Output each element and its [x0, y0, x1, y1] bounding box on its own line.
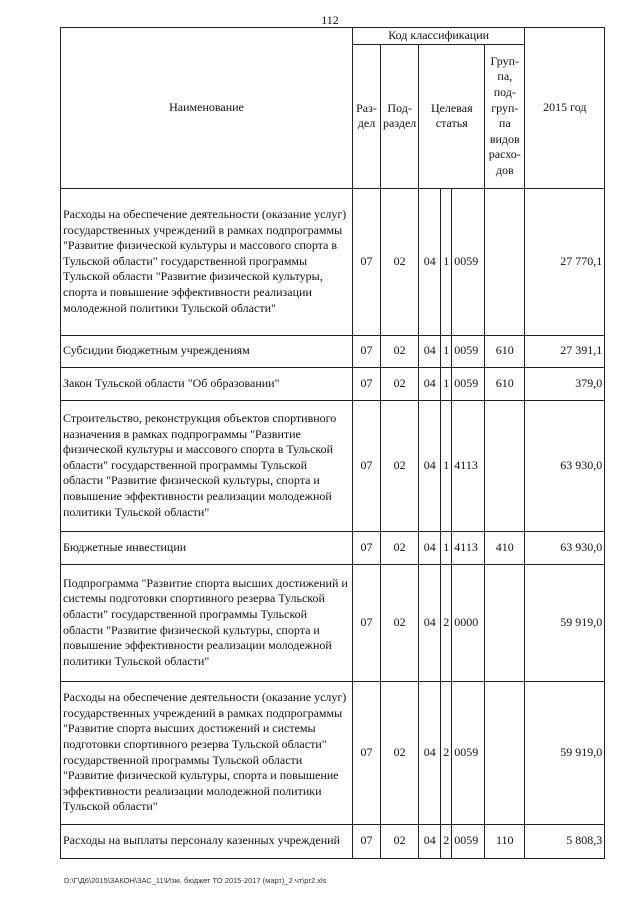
row-podrazdel: 02	[381, 335, 419, 367]
row-group: 110	[485, 824, 525, 858]
row-target-2: 1	[441, 335, 452, 367]
row-podrazdel: 02	[381, 531, 419, 564]
row-target-1: 04	[419, 531, 441, 564]
row-target-2: 2	[441, 681, 452, 824]
row-target-2: 2	[441, 564, 452, 681]
row-target-3: 0059	[452, 824, 485, 858]
header-podrazdel: Под- раздел	[381, 44, 419, 188]
row-razdel: 07	[353, 367, 381, 400]
row-group	[485, 400, 525, 531]
table-row	[61, 400, 605, 531]
row-amount: 27 391,1	[525, 335, 605, 367]
row-group: 610	[485, 367, 525, 400]
row-group: 410	[485, 531, 525, 564]
row-razdel: 07	[353, 531, 381, 564]
row-target-3: 4113	[452, 531, 485, 564]
row-group: 610	[485, 335, 525, 367]
row-amount: 5 808,3	[525, 824, 605, 858]
row-name: Расходы на обеспечение деятельности (оказание услуг) государственных учреждений в рамках подпрограммы "Развитие физической культуры и массового спорта в Тульской области" государственной программы Тульской области "Развитие физической культуры, спорта и повышение эффективности реализации молодежной политики Тульской области"	[61, 188, 353, 335]
header-code-group: Код классификации	[353, 28, 525, 45]
page-number: 112	[321, 13, 339, 27]
row-name: Закон Тульской области "Об образовании"	[61, 367, 353, 400]
row-razdel: 07	[353, 335, 381, 367]
row-amount: 379,0	[525, 367, 605, 400]
row-target-1: 04	[419, 188, 441, 335]
row-target-3: 0000	[452, 564, 485, 681]
row-amount: 63 930,0	[525, 400, 605, 531]
row-podrazdel: 02	[381, 564, 419, 681]
row-razdel: 07	[353, 188, 381, 335]
row-razdel: 07	[353, 681, 381, 824]
row-target-1: 04	[419, 681, 441, 824]
budget-table	[60, 27, 605, 859]
row-podrazdel: 02	[381, 824, 419, 858]
footer-file-path: D:\Г\Д6\2015\ЗАКОН\ЗАС_11\Изм. бюджет ТО 2015-2017 (март)_2 чт\pr2.xls	[64, 876, 327, 885]
row-razdel: 07	[353, 824, 381, 858]
row-target-1: 04	[419, 367, 441, 400]
header-name: Наименование	[61, 28, 353, 189]
row-name: Бюджетные инвестиции	[61, 531, 353, 564]
row-name: Расходы на обеспечение деятельности (оказание услуг) государственных учреждений в рамках подпрограммы "Развитие спорта высших достижений и системы подготовки спортивного резерва Тульской области" государственной программы Тульской области "Развитие физической культуры, спорта и повышение эффективности реализации молодежной политики Тульской области"	[61, 681, 353, 824]
row-target-2: 2	[441, 824, 452, 858]
row-podrazdel: 02	[381, 681, 419, 824]
table-row	[61, 335, 605, 367]
table-row	[61, 564, 605, 681]
row-name: Строительство, реконструкция объектов спортивного назначения в рамках подпрограммы "Развитие физической культуры и массового спорта в Тульской области" государственной программы Тульской области "Развитие физической культуры, спорта и повышение эффективности реализации молодежной политики Тульской области"	[61, 400, 353, 531]
row-target-2: 1	[441, 400, 452, 531]
row-razdel: 07	[353, 400, 381, 531]
row-amount: 27 770,1	[525, 188, 605, 335]
header-group: Груп- па, под- груп- па видов расхо- дов	[485, 44, 525, 188]
header-year: 2015 год	[525, 28, 605, 189]
row-target-1: 04	[419, 400, 441, 531]
table-row	[61, 367, 605, 400]
row-target-3: 0059	[452, 367, 485, 400]
row-razdel: 07	[353, 564, 381, 681]
table-row	[61, 531, 605, 564]
row-name: Субсидии бюджетным учреждениям	[61, 335, 353, 367]
row-podrazdel: 02	[381, 367, 419, 400]
table-row	[61, 681, 605, 824]
row-target-3: 4113	[452, 400, 485, 531]
row-target-1: 04	[419, 335, 441, 367]
row-podrazdel: 02	[381, 400, 419, 531]
row-target-3: 0059	[452, 335, 485, 367]
row-name: Расходы на выплаты персоналу казенных учреждений	[61, 824, 353, 858]
row-target-3: 0059	[452, 681, 485, 824]
table-row	[61, 188, 605, 335]
row-podrazdel: 02	[381, 188, 419, 335]
row-target-3: 0059	[452, 188, 485, 335]
row-amount: 63 930,0	[525, 531, 605, 564]
row-target-2: 1	[441, 531, 452, 564]
header-target: Целевая статья	[419, 44, 485, 188]
row-target-1: 04	[419, 824, 441, 858]
row-amount: 59 919,0	[525, 681, 605, 824]
row-target-1: 04	[419, 564, 441, 681]
row-amount: 59 919,0	[525, 564, 605, 681]
row-group	[485, 564, 525, 681]
row-target-2: 1	[441, 188, 452, 335]
row-group	[485, 681, 525, 824]
header-razdel: Раз- дел	[353, 44, 381, 188]
table-row	[61, 824, 605, 858]
row-name: Подпрограмма "Развитие спорта высших достижений и системы подготовки спортивного резерва Тульской области" государственной программы Тульской области "Развитие физической культуры, спорта и повышение эффективности реализации молодежной политики Тульской области"	[61, 564, 353, 681]
row-group	[485, 188, 525, 335]
row-target-2: 1	[441, 367, 452, 400]
